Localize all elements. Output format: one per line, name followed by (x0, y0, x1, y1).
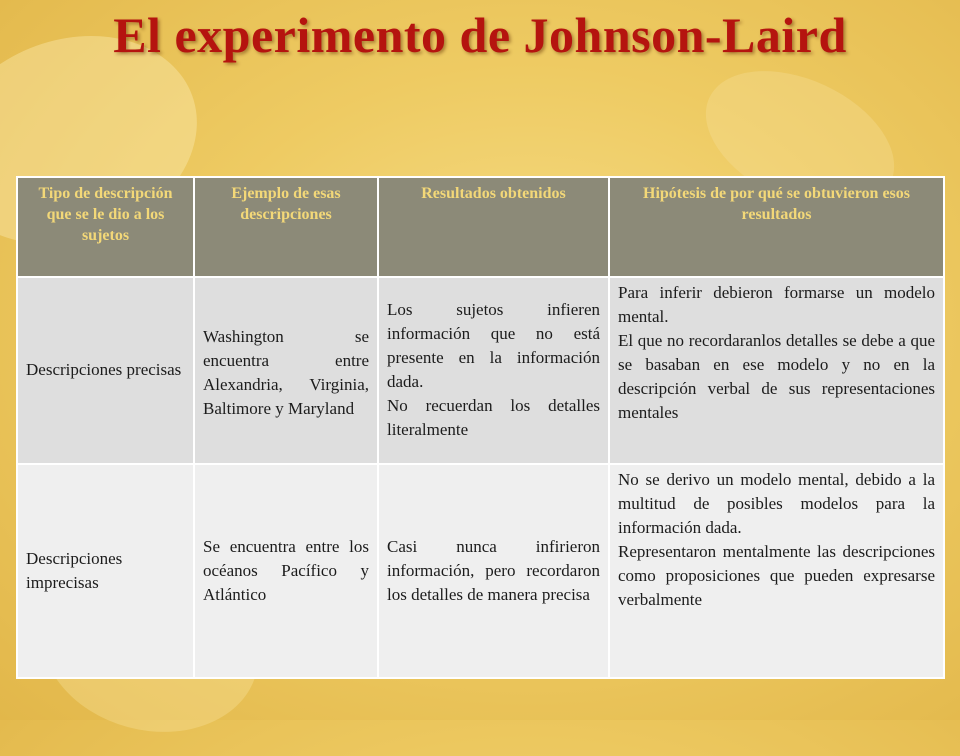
comparison-table (16, 176, 945, 679)
hypothesis-paragraph: No se derivo un modelo mental, debido a la multitud de posibles modelos para la información dada. (618, 470, 935, 537)
row-example-cell (194, 464, 378, 678)
row-type-cell: Descripciones precisas (17, 277, 194, 464)
row-hypothesis-cell (609, 277, 944, 464)
results-paragraph: No recuerdan los detalles literalmente (387, 396, 600, 439)
example-text: Washington se encuentra entre Alexandria, Virginia, Baltimore y Maryland (203, 326, 369, 418)
table-header-row (17, 177, 944, 277)
slide-title: El experimento de Johnson-Laird (113, 7, 847, 63)
hypothesis-paragraph: El que no recordaranlos detalles se debe a que se basaban en ese modelo y no en la descripción verbal de sus representaciones mentales (618, 331, 935, 422)
results-paragraph: Los sujetos infieren información que no está presente en la información dada. (387, 300, 600, 391)
row-results-cell (378, 464, 609, 678)
header-description-type: Tipo de descripción que se le dio a los sujetos (17, 177, 194, 277)
header-hypothesis: Hipótesis de por qué se obtuvieron esos resultados (609, 177, 944, 277)
header-results: Resultados obtenidos (378, 177, 609, 277)
row-type-cell: Descripciones imprecisas (17, 464, 194, 678)
hypothesis-paragraph: Representaron mentalmente las descripciones como proposiciones que pueden expresarse verbalmente (618, 542, 935, 609)
row-hypothesis-cell (609, 464, 944, 678)
example-text: Se encuentra entre los océanos Pacífico y Atlántico (203, 536, 369, 604)
row-results-cell (378, 277, 609, 464)
table-row (17, 277, 944, 464)
table-row (17, 464, 944, 678)
hypothesis-paragraph: Para inferir debieron formarse un modelo mental. (618, 283, 935, 326)
row-example-cell (194, 277, 378, 464)
header-examples: Ejemplo de esas descripciones (194, 177, 378, 277)
results-paragraph: Casi nunca infirieron información, pero recordaron los detalles de manera precisa (387, 536, 600, 604)
